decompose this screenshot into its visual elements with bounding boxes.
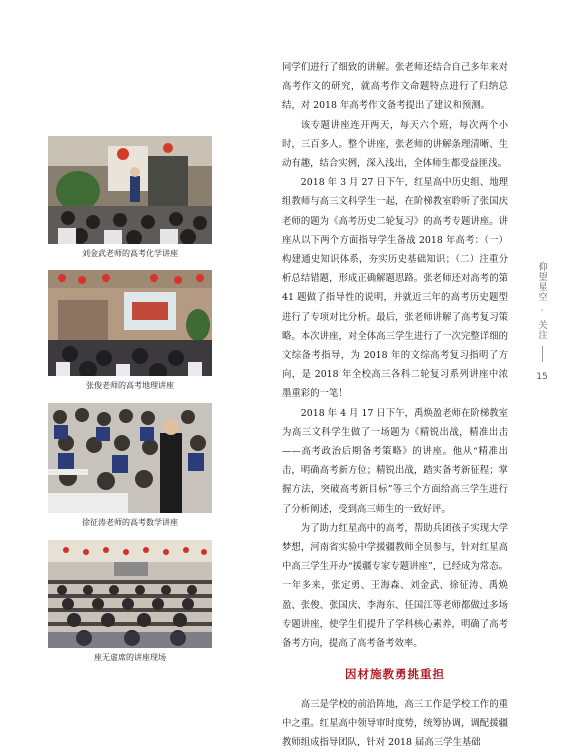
photo-caption-chemistry: 刘金武老师的高考化学讲座 — [48, 249, 212, 259]
column-name: 关注 — [536, 320, 549, 340]
page-number: 15 — [536, 372, 547, 382]
photo-full-auditorium — [48, 540, 212, 648]
separator-dot: · — [541, 307, 544, 315]
photo-geography-lecture — [48, 270, 212, 376]
side-column-label — [534, 262, 550, 382]
photo-math-lecture — [48, 403, 212, 513]
divider — [542, 346, 543, 362]
photo-caption-auditorium: 座无虚席的讲座现场 — [48, 653, 212, 663]
paragraph: 2018 年 3 月 27 日下午，红星高中历史组、地理组教师与高三文科学生一起，在阶梯教室聆听了张国庆老师的题为《高考历史二轮复习》的高考专题讲座。讲座从以下两个方面指导学生备战 2018 年高考：（一）构建通史知识体系，夯实历史基础知识；（二）注重分析总结错题，形成正确解题思路。张老师还对高考的第 41 题做了指导性的说明，并就近三年的高考历史题型进行了专项对比分析。最后，张老师讲解了高考复习策略。本次讲座，对全体高三学生进行了一次完整详细的文综备考指导，为 2018 年的文综高考复习指明了方向，是 2018 年全校高三各科二轮复习系列讲座中浓墨重彩的一笔！ — [282, 173, 508, 403]
paragraph: 为了助力红星高中的高考，帮助兵团孩子实现大学梦想，河南省实验中学援疆教师全员参与，针对红星高中高三学生开办“援疆专家专题讲座”，已经成为常态。一年多来，张定勇、王海森、刘金武、徐征涛、禹焕盈、张俊、张国庆、李海东、任国江等老师都做过多场专题讲座，使学生们提升了学科核心素养，明确了高考备考方向，提高了高考备考效率。 — [282, 519, 508, 653]
paragraph: 同学们进行了细致的讲解。张老师还结合自己多年来对高考作文的研究，就高考作文命题特点进行了归纳总结，对 2018 年高考作文备考提出了建议和预测。 — [282, 58, 508, 116]
photo-chemistry-lecture — [48, 136, 212, 244]
section-heading: 因材施教勇挑重担 — [282, 665, 508, 684]
paragraph: 2018 年 4 月 17 日下午，禹焕盈老师在阶梯教室为高三文科学生做了一场题为《精锐出战，精准出击——高考政治后期备考策略》的讲座。他从“精准出击，明确高考新方位；精锐出战，踏实备考新征程；掌握方法，突破高考新目标”等三个方面给高三学生进行了分析阐述，受到高三师生的一致好评。 — [282, 404, 508, 519]
photo-caption-geography: 张俊老师的高考地理讲座 — [48, 381, 212, 391]
paragraph: 该专题讲座连开两天，每天六个班，每次两个小时，三百多人。整个讲座，张老师的讲解条理清晰、生动有趣，结合实例，深入浅出，全体师生都受益匪浅。 — [282, 116, 508, 174]
section-title: 仰望星空 — [536, 262, 549, 302]
article-body — [282, 58, 508, 752]
paragraph: 高三是学校的前沿阵地，高三工作是学校工作的重中之重。红星高中领导审时度势，统筹协调，调配援疆教师组成指导团队，针对 2018 届高三学生基础 — [282, 695, 508, 752]
photo-caption-math: 徐征涛老师的高考数学讲座 — [48, 518, 212, 528]
